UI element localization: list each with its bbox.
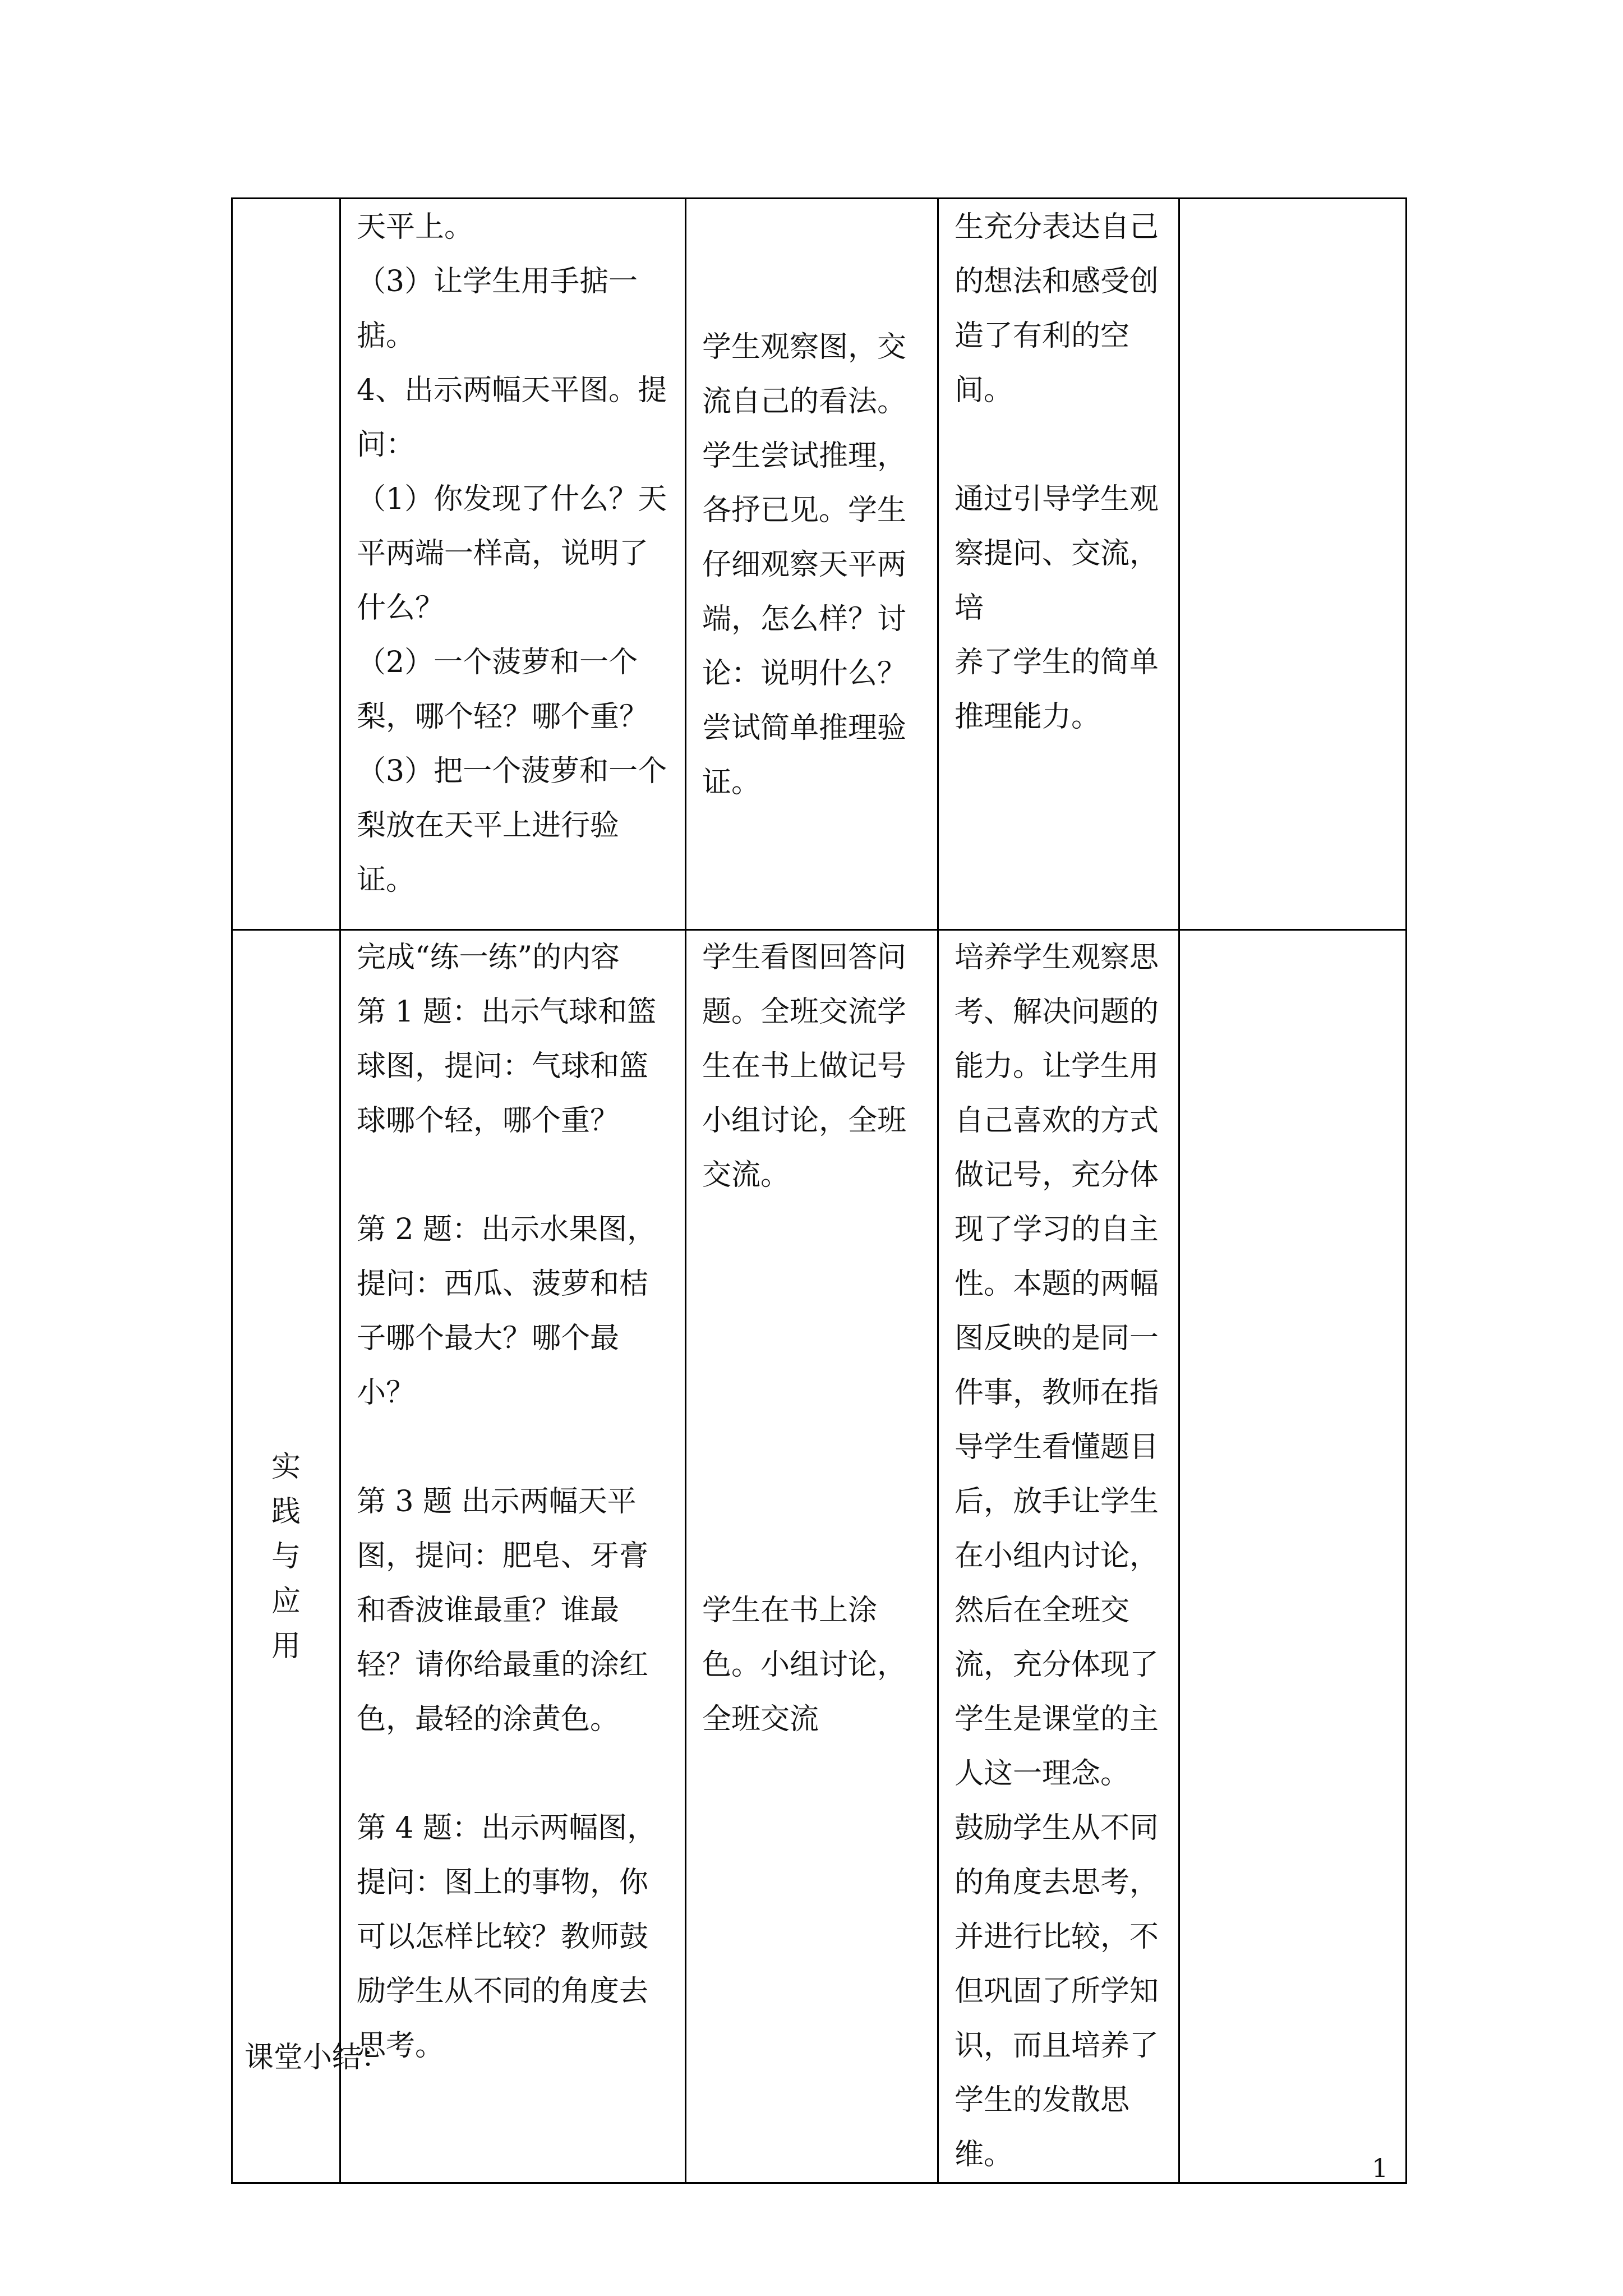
stage-char: 与 [271, 1539, 301, 1573]
student-activity-cell: 学生观察图，交流自己的看法。 学生尝试推理，各抒已见。学生仔细观察天平两端，怎么样？讨论：说明什么？尝试简单推理验证。 [686, 199, 938, 930]
stage-cell [232, 199, 340, 930]
design-intent-cell: 培养学生观察思考、解决问题的能力。让学生用自己喜欢的方式做记号，充分体现了学习的自主性。本题的两幅图反映的是同一件事，教师在指导学生看懂题目后，放手让学生在小组内讨论，然后在全班交流，充分体现了学生是课堂的主人这一理念。 鼓励学生从不同的角度去思考，并进行比较，不但巩固了所学知识，而且培养了学生的发散思维。 [938, 930, 1179, 2183]
table-row [232, 930, 1407, 2183]
table-row [232, 199, 1407, 930]
teacher-activity-cell: 天平上。 （3）让学生用手掂一掂。 4、出示两幅天平图。提问： （1）你发现了什么？天平两端一样高，说明了什么？ （2）一个菠萝和一个梨，哪个轻？哪个重？ （3）把一个菠萝和一个梨放在天平上进行验证。 [340, 199, 686, 930]
stage-char: 用 [271, 1629, 301, 1663]
notes-cell [1179, 199, 1407, 930]
stage-char: 实 [271, 1450, 301, 1484]
design-intent-cell: 生充分表达自己的想法和感受创造了有利的空间。 通过引导学生观察提问、交流，培 养了学生的简单推理能力。 [938, 199, 1179, 930]
stage-cell [232, 930, 340, 2183]
student-activity-cell: 学生看图回答问题。全班交流学生在书上做记号小组讨论，全班交流。 学生在书上涂色。小组讨论，全班交流 [686, 930, 938, 2183]
class-summary-label: 课堂小结： [245, 2041, 391, 2074]
notes-cell [1179, 930, 1407, 2183]
lesson-plan-table [231, 197, 1407, 2184]
page-number: 1 [1372, 2153, 1389, 2183]
stage-char: 应 [271, 1584, 301, 1618]
stage-char: 践 [271, 1494, 301, 1529]
teacher-activity-cell: 完成“练一练”的内容 第 1 题：出示气球和篮球图，提问：气球和篮球哪个轻，哪个重？ 第 2 题：出示水果图，提问：西瓜、菠萝和桔子哪个最大？哪个最小？ 第 3 题 出示两幅天平图，提问：肥皂、牙膏和香波谁最重？谁最轻？请你给最重的涂红色，最轻的涂黄色。 第 4 题：出示两幅图，提问：图上的事物，你可以怎样比较？教师鼓励学生从不同的角度去思考。 [340, 930, 686, 2183]
